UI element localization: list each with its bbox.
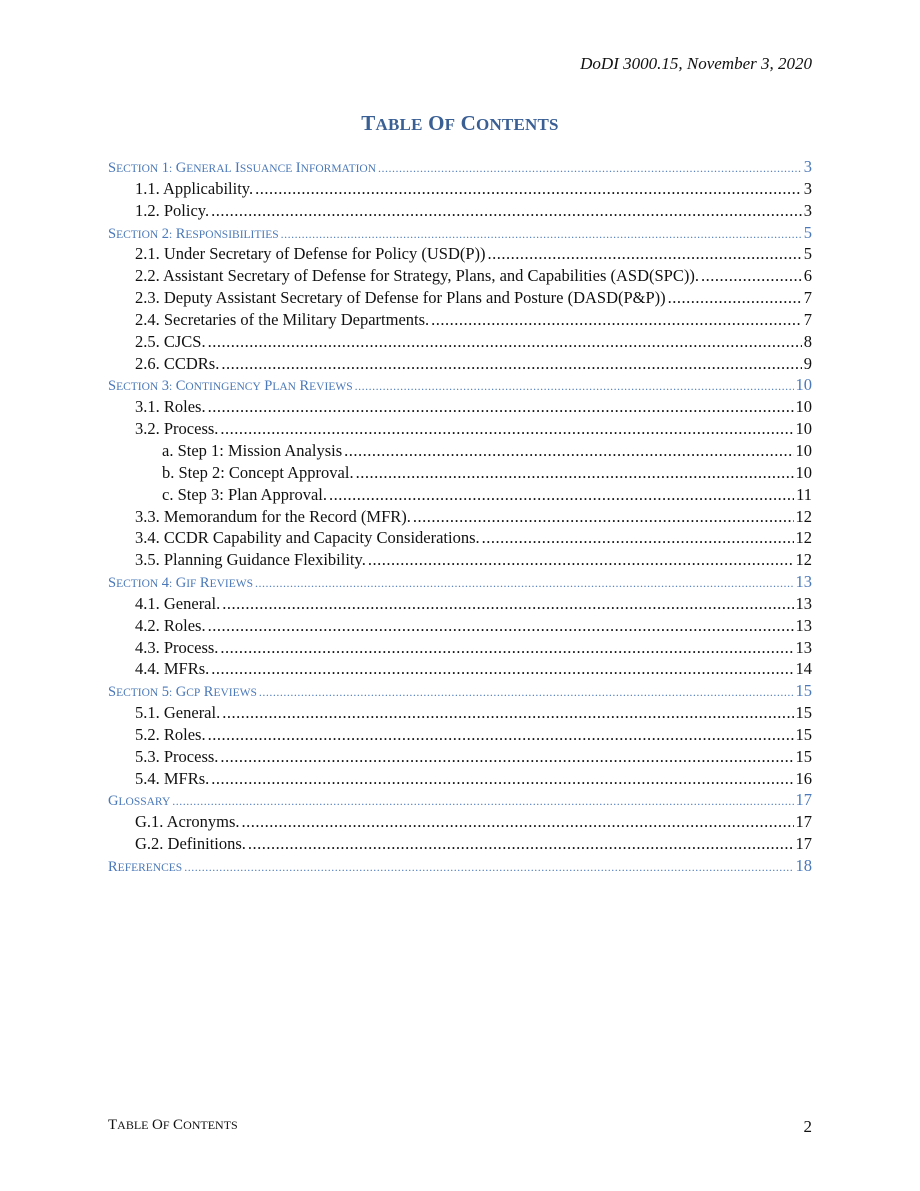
dot-leader [221,353,801,375]
toc-page-number: 15 [795,724,812,744]
toc-entry-label: SECTION 5: GCP REVIEWS [108,684,257,701]
toc-entry-link[interactable] [108,702,812,724]
dot-leader [259,682,794,702]
footer-section-title: TABLE OF CONTENTS [108,1117,238,1133]
toc-page-number: 13 [795,615,812,635]
toc-entry-label: 2.4. Secretaries of the Military Departments. [135,309,430,329]
toc-entry-link[interactable] [108,811,812,833]
dot-leader [329,484,794,506]
document-reference: DoDI 3000.15, November 3, 2020 [580,54,812,73]
dot-leader [431,309,802,331]
toc-page-number: 13 [795,593,812,613]
page-number: 2 [803,1117,812,1136]
toc-page-number: 17 [795,812,812,832]
toc-page-number: 3 [803,200,812,220]
toc-entry-label: G.2. Definitions. [135,834,246,854]
toc-page-number: 14 [795,659,812,679]
dot-leader [413,506,794,528]
dot-leader [220,746,793,768]
toc-entry-label: 3.4. CCDR Capability and Capacity Considerations. [135,528,480,548]
toc-entry-label: 4.2. Roles. [135,615,206,635]
toc-entry-label: 1.2. Policy. [135,200,210,220]
toc-entry-label: 3.1. Roles. [135,397,206,417]
toc-page-number: 3 [803,178,812,198]
toc-entry-link[interactable] [108,243,812,265]
toc-entry-link[interactable] [108,396,812,418]
toc-page-number: 7 [803,288,812,308]
toc-page-number: 10 [795,397,812,417]
toc-entry-label: 5.1. General. [135,703,221,723]
toc-entry-link[interactable] [108,287,812,309]
dot-leader [222,593,793,615]
dot-leader [184,857,793,877]
dot-leader [701,265,802,287]
toc-entry-link[interactable] [108,462,812,484]
toc-entry-label: 3.2. Process. [135,419,219,439]
toc-page-number: 13 [795,572,812,592]
toc-entry-link[interactable] [108,615,812,637]
toc-entry-link[interactable] [108,768,812,790]
toc-entry-link[interactable] [108,724,812,746]
toc-entry-label: REFERENCES [108,859,183,875]
toc-entry-link[interactable] [108,833,812,855]
toc-page-number: 16 [795,768,812,788]
toc-entry-link[interactable] [108,331,812,353]
toc-entry-label: SECTION 3: CONTINGENCY PLAN REVIEWS [108,378,353,395]
toc-section-link[interactable] [108,855,812,877]
toc-page-number: 12 [795,528,812,548]
toc-entry-link[interactable] [108,484,812,506]
toc-entry-link[interactable] [108,746,812,768]
dot-leader [172,791,793,811]
toc-entry-link[interactable] [108,440,812,462]
table-of-contents [108,156,812,877]
dot-leader [208,615,794,637]
toc-page-number: 17 [795,834,812,854]
toc-entry-label: SECTION 4: GIF REVIEWS [108,575,254,592]
dot-leader [208,331,802,353]
toc-entry-label: 4.4. MFRs. [135,659,210,679]
toc-entry-link[interactable] [108,506,812,528]
toc-page-number: 3 [803,157,812,176]
toc-entry-label: 1.1. Applicability. [135,178,254,198]
toc-page-number: 12 [795,506,812,526]
toc-entry-label: 2.3. Deputy Assistant Secretary of Defense for Plans and Posture (DASD(P&P)) [135,288,666,308]
toc-section-link[interactable] [108,374,812,396]
toc-page-number: 9 [803,353,812,373]
toc-entry-link[interactable] [108,353,812,375]
toc-page-number: 11 [796,484,812,504]
toc-entry-link[interactable] [108,637,812,659]
dot-leader [668,287,802,309]
toc-page-number: 15 [795,746,812,766]
dot-leader [211,200,802,222]
dot-leader [488,243,802,265]
dot-leader [208,396,794,418]
dot-leader [211,658,793,680]
toc-entry-label: b. Step 2: Concept Approval. [162,462,354,482]
toc-page-number: 7 [803,309,812,329]
toc-page-number: 13 [795,637,812,657]
dot-leader [356,462,794,484]
toc-page-number: 10 [795,375,812,395]
toc-entry-label: 4.3. Process. [135,637,219,657]
toc-page-number: 10 [795,462,812,482]
toc-entry-link[interactable] [108,418,812,440]
toc-page-number: 8 [803,331,812,351]
toc-entry-label: 3.5. Planning Guidance Flexibility. [135,550,366,570]
toc-entry-link[interactable] [108,265,812,287]
toc-page-number: 12 [795,550,812,570]
toc-entry-link[interactable] [108,309,812,331]
toc-page-number: 5 [803,244,812,264]
toc-page-number: 17 [795,790,812,810]
toc-entry-label: 5.4. MFRs. [135,768,210,788]
dot-leader [355,376,794,396]
toc-entry-label: GLOSSARY [108,793,171,810]
toc-entry-label: 2.1. Under Secretary of Defense for Policy (USD(P)) [135,244,486,264]
toc-section-link[interactable] [108,156,812,178]
toc-section-link[interactable] [108,789,812,811]
page-title: TABLE OF CONTENTS [361,111,559,135]
dot-leader [220,418,793,440]
dot-leader [378,158,802,178]
toc-entry-label: 5.3. Process. [135,746,219,766]
dot-leader [242,811,794,833]
toc-entry-link[interactable] [108,200,812,222]
toc-page-number: 10 [795,419,812,439]
toc-entry-label: 5.2. Roles. [135,724,206,744]
dot-leader [482,527,794,549]
toc-page-number: 15 [795,703,812,723]
dot-leader [248,833,794,855]
toc-page-number: 15 [795,681,812,701]
dot-leader [208,724,794,746]
dot-leader [220,637,793,659]
toc-entry-label: a. Step 1: Mission Analysis [162,440,343,460]
toc-entry-label: G.1. Acronyms. [135,812,240,832]
toc-entry-link[interactable] [108,593,812,615]
toc-entry-link[interactable] [108,549,812,571]
dot-leader [368,549,794,571]
dot-leader [255,178,802,200]
toc-section-link[interactable] [108,571,812,593]
dot-leader [281,224,802,244]
dot-leader [255,573,793,593]
dot-leader [344,440,793,462]
toc-entry-link[interactable] [108,178,812,200]
toc-entry-label: 2.5. CJCS. [135,331,206,351]
toc-entry-link[interactable] [108,658,812,680]
toc-entry-label: SECTION 1: GENERAL ISSUANCE INFORMATION [108,160,377,176]
dot-leader [211,768,793,790]
toc-page-number: 18 [795,856,812,875]
toc-section-link[interactable] [108,222,812,244]
toc-page-number: 5 [803,222,812,242]
toc-page-number: 6 [803,266,812,286]
toc-page-number: 10 [795,440,812,460]
toc-entry-label: 3.3. Memorandum for the Record (MFR). [135,506,411,526]
toc-entry-label: c. Step 3: Plan Approval. [162,484,327,504]
toc-entry-link[interactable] [108,527,812,549]
toc-entry-label: 2.6. CCDRs. [135,353,220,373]
toc-entry-label: SECTION 2: RESPONSIBILITIES [108,225,279,242]
toc-entry-label: 2.2. Assistant Secretary of Defense for Strategy, Plans, and Capabilities (ASD(SPC)). [135,266,699,286]
toc-section-link[interactable] [108,680,812,702]
toc-entry-label: 4.1. General. [135,593,221,613]
dot-leader [222,702,793,724]
